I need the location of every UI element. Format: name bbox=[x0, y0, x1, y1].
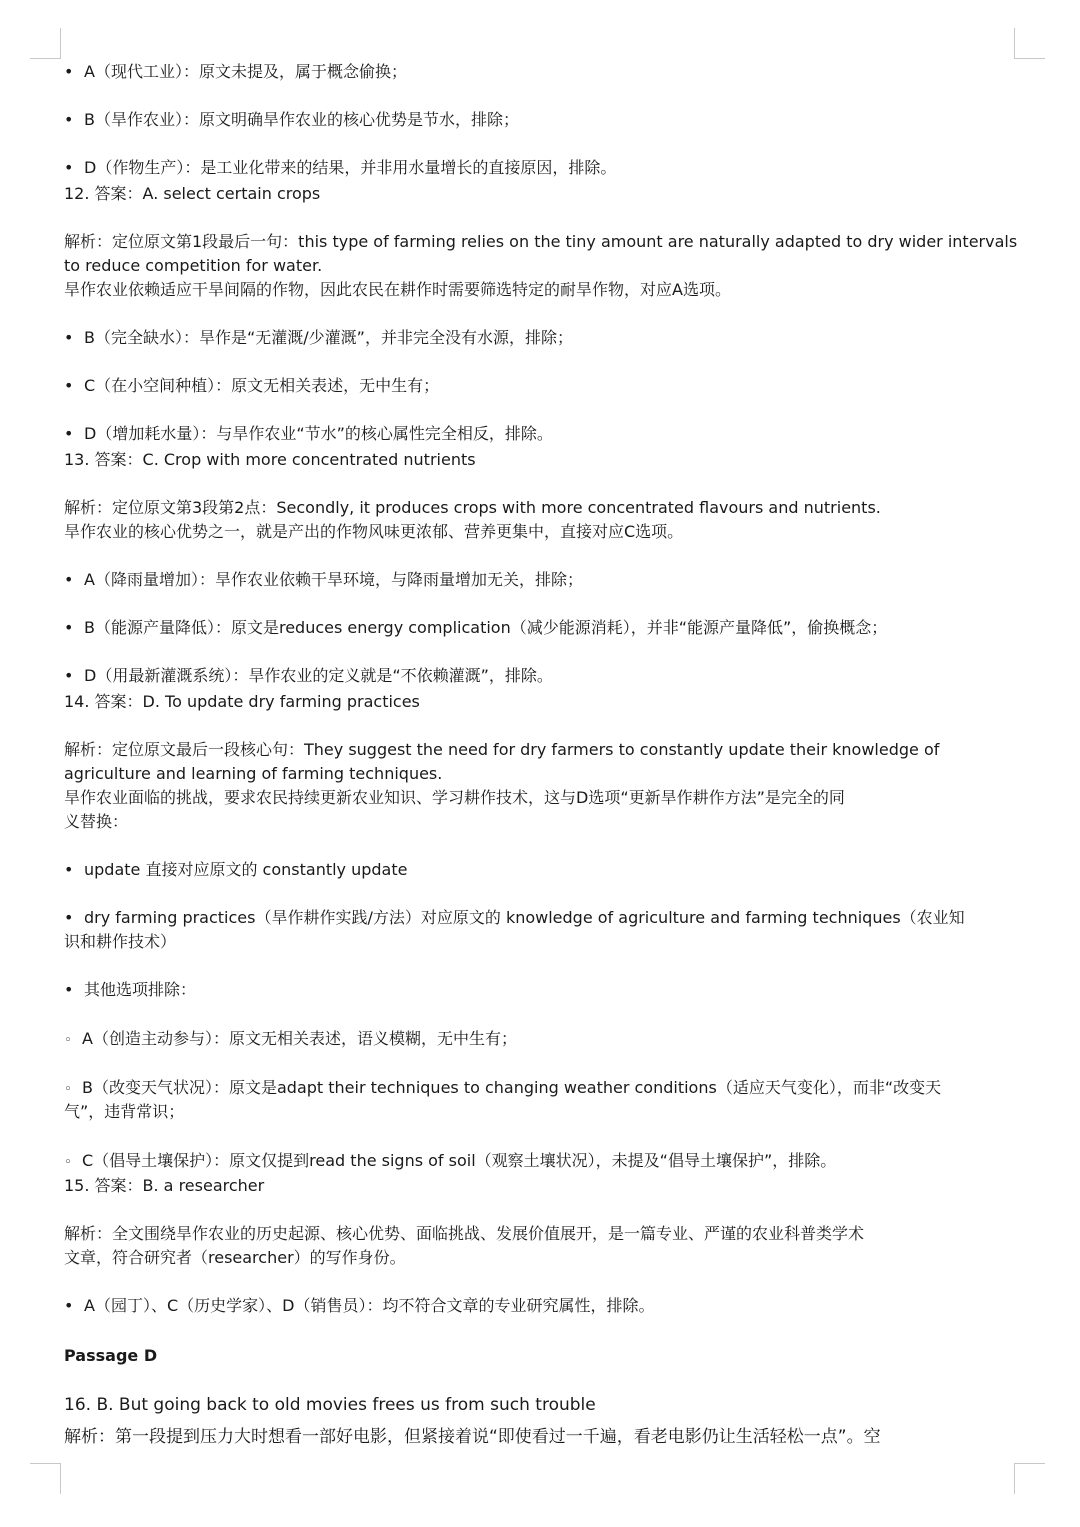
analysis-line: 解析：第一段提到压力大时想看一部好电影，但紧接着说“即使看过一千遍，看老电影仍让生活轻松一点”。空 bbox=[64, 1427, 881, 1447]
analysis-line: 解析：定位原文最后一段核心句：They suggest the need for dry farmers to constantly update their knowledge of bbox=[64, 740, 940, 759]
circle-bullet-icon: ◦ bbox=[64, 1082, 72, 1097]
section-heading: Passage D bbox=[64, 1346, 158, 1365]
bullet-icon: • bbox=[64, 618, 74, 637]
analysis-line: 旱作农业的核心优势之一，就是产出的作物风味更浓郁、营养更集中，直接对应C选项。 bbox=[64, 522, 684, 541]
analysis-line: 旱作农业面临的挑战，要求农民持续更新农业知识、学习耕作技术，这与D选项“更新旱作耕作方法”是完全的同 bbox=[64, 788, 845, 807]
analysis-line: 旱作农业依赖适应干旱间隔的作物，因此农民在耕作时需要筛选特定的耐旱作物，对应A选项。 bbox=[64, 280, 731, 299]
page-corner-mark bbox=[30, 1463, 61, 1494]
sub-bullet-item: ◦ B（改变天气状况）：原文是adapt their techniques to changing weather conditions（适应天气变化），而非“改变天 bbox=[64, 1076, 1024, 1102]
bullet-item: • A（现代工业）：原文未提及，属于概念偷换； bbox=[64, 60, 1024, 84]
bullet-item: • dry farming practices（旱作耕作实践/方法）对应原文的 knowledge of agriculture and farming techniques（农业知 bbox=[64, 906, 1024, 930]
bullet-item: • update 直接对应原文的 constantly update bbox=[64, 858, 1024, 882]
analysis-line: 解析：全文围绕旱作农业的历史起源、核心优势、面临挑战、发展价值展开，是一篇专业、严谨的农业科普类学术 bbox=[64, 1224, 865, 1243]
bullet-item: • D（作物生产）：是工业化带来的结果，并非用水量增长的直接原因，排除。 bbox=[64, 156, 1024, 180]
analysis-line: 解析：定位原文第3段第2点：Secondly, it produces crops with more concentrated flavours and nutrients. bbox=[64, 498, 881, 517]
bullet-icon: • bbox=[64, 666, 74, 685]
bullet-item: • A（降雨量增加）：旱作农业依赖干旱环境，与降雨量增加无关，排除； bbox=[64, 568, 1024, 592]
sub-bullet-continuation: 气”，违背常识； bbox=[64, 1102, 185, 1121]
analysis-line: to reduce competition for water. bbox=[64, 256, 323, 275]
bullet-icon: • bbox=[64, 376, 74, 395]
bullet-item-continuation: 识和耕作技术） bbox=[64, 932, 177, 951]
answer-line: 14. 答案：D. To update dry farming practices bbox=[64, 692, 420, 711]
circle-bullet-icon: ◦ bbox=[64, 1155, 72, 1170]
bullet-item: • B（旱作农业）：原文明确旱作农业的核心优势是节水，排除； bbox=[64, 108, 1024, 132]
page-corner-mark bbox=[1014, 28, 1045, 59]
bullet-item: • D（用最新灌溉系统）：旱作农业的定义就是“不依赖灌溉”，排除。 bbox=[64, 664, 1024, 688]
bullet-item: • 其他选项排除： bbox=[64, 978, 1024, 1002]
bullet-icon: • bbox=[64, 424, 74, 443]
answer-line: 12. 答案：A. select certain crops bbox=[64, 184, 321, 203]
bullet-item: • B（完全缺水）：旱作是“无灌溉/少灌溉”，并非完全没有水源，排除； bbox=[64, 326, 1024, 350]
sub-bullet-item: ◦ C（倡导土壤保护）：原文仅提到read the signs of soil（观察土壤状况），未提及“倡导土壤保护”，排除。 bbox=[64, 1149, 1024, 1175]
bullet-item: • B（能源产量降低）：原文是reduces energy complication（减少能源消耗），并非“能源产量降低”，偷换概念； bbox=[64, 616, 1024, 640]
bullet-icon: • bbox=[64, 62, 74, 81]
bullet-icon: • bbox=[64, 980, 74, 999]
bullet-item: • C（在小空间种植）：原文无相关表述，无中生有； bbox=[64, 374, 1024, 398]
analysis-line: 文章，符合研究者（researcher）的写作身份。 bbox=[64, 1248, 406, 1267]
bullet-item: • D（增加耗水量）：与旱作农业“节水”的核心属性完全相反，排除。 bbox=[64, 422, 1024, 446]
page-corner-mark bbox=[1014, 1463, 1045, 1494]
bullet-icon: • bbox=[64, 908, 74, 927]
bullet-icon: • bbox=[64, 328, 74, 347]
page-corner-mark bbox=[30, 28, 61, 59]
answer-line: 13. 答案：C. Crop with more concentrated nutrients bbox=[64, 450, 476, 469]
bullet-icon: • bbox=[64, 570, 74, 589]
answer-line: 16. B. But going back to old movies frees us from such trouble bbox=[64, 1395, 596, 1415]
answer-line: 15. 答案：B. a researcher bbox=[64, 1176, 265, 1195]
analysis-line: 解析：定位原文第1段最后一句：this type of farming relies on the tiny amount are naturally adapted to dry wider intervals bbox=[64, 232, 1018, 251]
bullet-icon: • bbox=[64, 860, 74, 879]
bullet-icon: • bbox=[64, 110, 74, 129]
analysis-line: 义替换： bbox=[64, 812, 129, 831]
analysis-line: agriculture and learning of farming techniques. bbox=[64, 764, 443, 783]
bullet-item: • A（园丁）、C（历史学家）、D（销售员）：均不符合文章的专业研究属性，排除。 bbox=[64, 1294, 1024, 1318]
sub-bullet-item: ◦ A（创造主动参与）：原文无相关表述，语义模糊，无中生有； bbox=[64, 1027, 1024, 1053]
bullet-icon: • bbox=[64, 158, 74, 177]
circle-bullet-icon: ◦ bbox=[64, 1033, 72, 1048]
bullet-icon: • bbox=[64, 1296, 74, 1315]
